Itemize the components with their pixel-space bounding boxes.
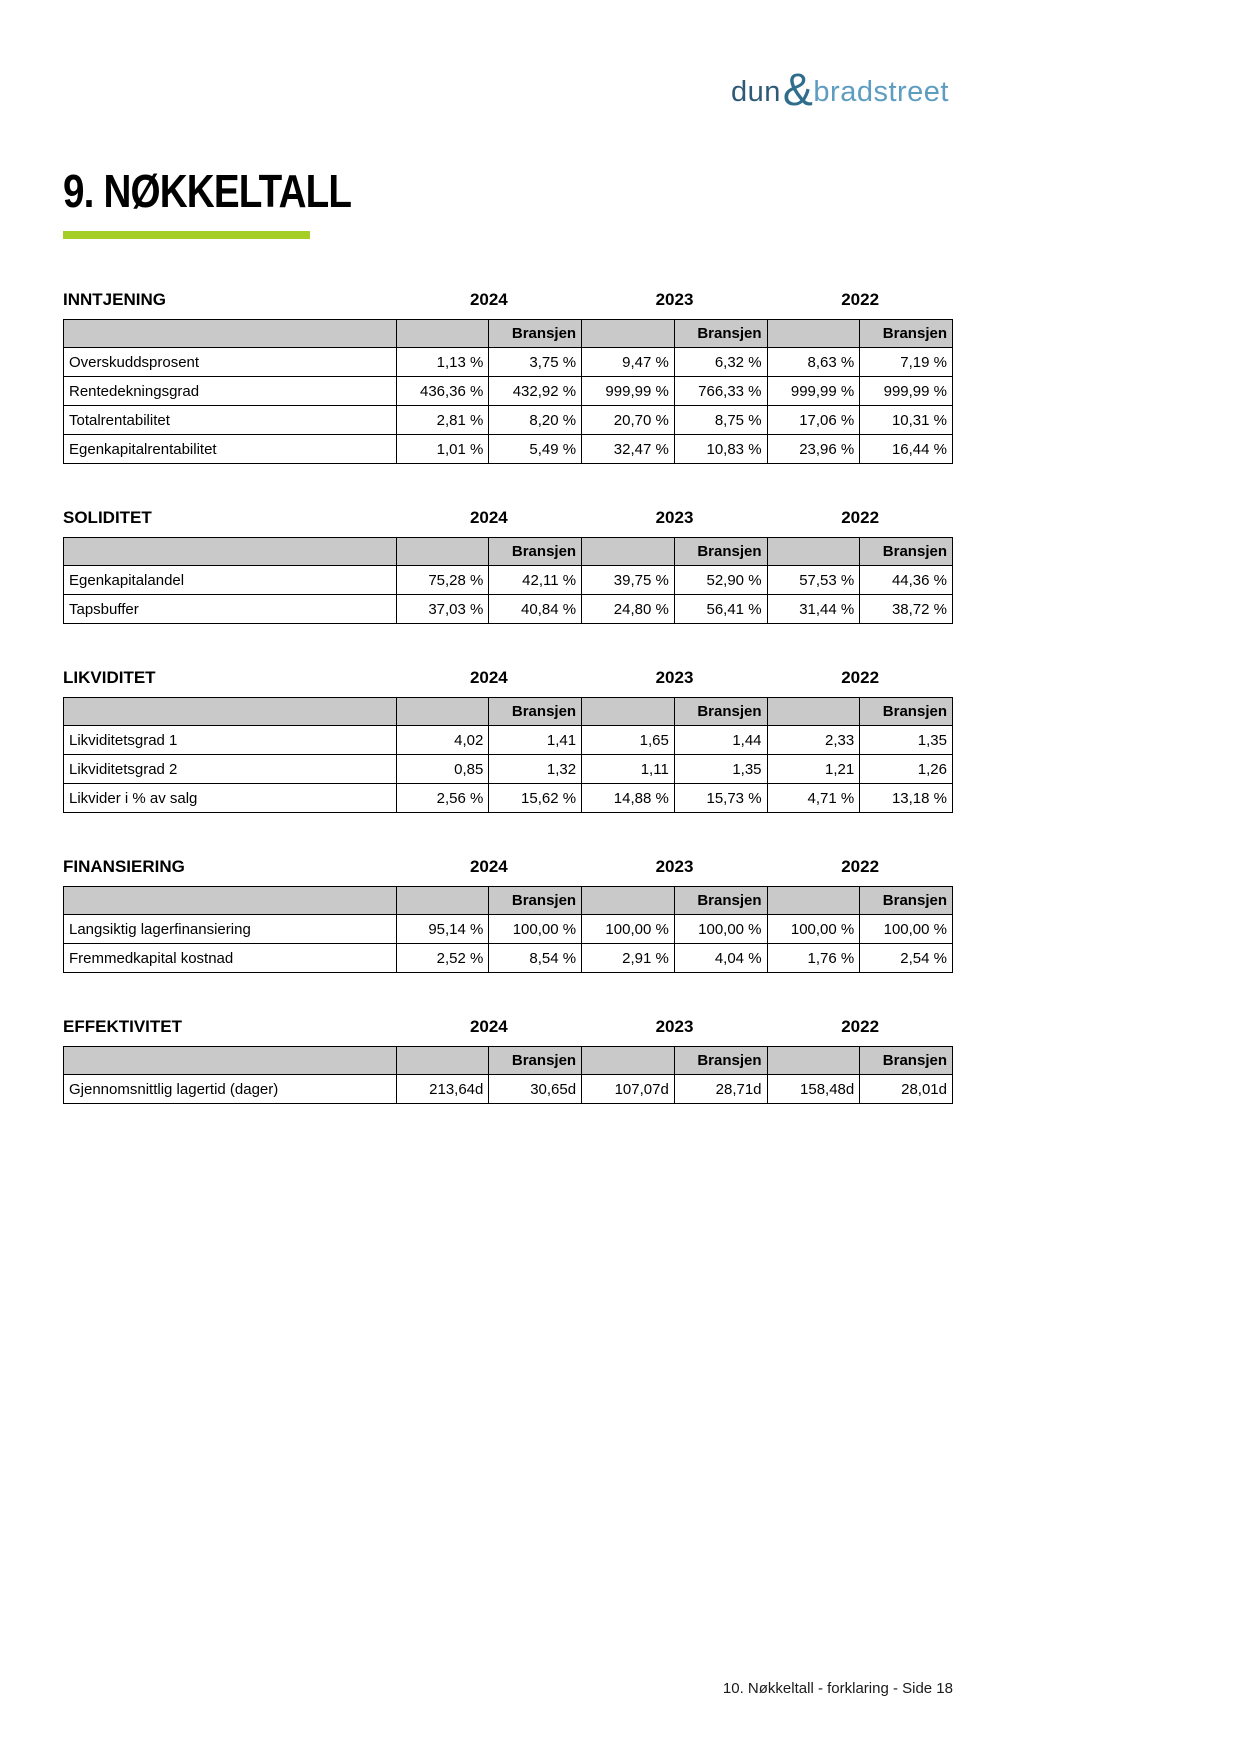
year-label: 2022 bbox=[841, 668, 880, 687]
table-row bbox=[64, 726, 953, 755]
kpi-table bbox=[63, 319, 953, 464]
year-label: 2022 bbox=[841, 290, 880, 309]
header-cell-empty bbox=[582, 320, 675, 348]
value-cell: 16,44 % bbox=[860, 435, 953, 464]
year-label: 2023 bbox=[655, 1017, 694, 1036]
value-cell: 1,35 bbox=[860, 726, 953, 755]
value-cell: 158,48d bbox=[767, 1075, 860, 1104]
value-cell: 1,13 % bbox=[396, 348, 489, 377]
value-cell: 1,26 bbox=[860, 755, 953, 784]
header-cell-empty bbox=[582, 538, 675, 566]
value-cell: 100,00 % bbox=[674, 915, 767, 944]
value-cell: 10,83 % bbox=[674, 435, 767, 464]
year-label: 2024 bbox=[469, 1017, 508, 1036]
header-cell-empty bbox=[396, 698, 489, 726]
value-cell: 999,99 % bbox=[582, 377, 675, 406]
value-cell: 213,64d bbox=[396, 1075, 489, 1104]
header-cell-empty bbox=[396, 320, 489, 348]
value-cell: 1,65 bbox=[582, 726, 675, 755]
value-cell: 1,21 bbox=[767, 755, 860, 784]
value-cell: 8,63 % bbox=[767, 348, 860, 377]
kpi-table-body bbox=[64, 348, 953, 464]
value-cell: 30,65d bbox=[489, 1075, 582, 1104]
row-label: Egenkapitalrentabilitet bbox=[64, 435, 397, 464]
header-cell-empty bbox=[582, 1047, 675, 1075]
row-label: Tapsbuffer bbox=[64, 595, 397, 624]
value-cell: 999,99 % bbox=[860, 377, 953, 406]
bransjen-header: Bransjen bbox=[674, 320, 767, 348]
year-label: 2022 bbox=[841, 1017, 880, 1036]
section-effektivitet bbox=[63, 1017, 953, 1104]
value-cell: 15,62 % bbox=[489, 784, 582, 813]
header-row bbox=[64, 538, 953, 566]
row-label: Totalrentabilitet bbox=[64, 406, 397, 435]
row-label: Likvider i % av salg bbox=[64, 784, 397, 813]
year-label: 2022 bbox=[841, 508, 880, 527]
header-cell-empty bbox=[396, 887, 489, 915]
value-cell: 38,72 % bbox=[860, 595, 953, 624]
value-cell: 24,80 % bbox=[582, 595, 675, 624]
row-label: Likviditetsgrad 2 bbox=[64, 755, 397, 784]
header-cell-empty bbox=[396, 538, 489, 566]
row-label: Fremmedkapital kostnad bbox=[64, 944, 397, 973]
value-cell: 44,36 % bbox=[860, 566, 953, 595]
header-cell-empty bbox=[64, 538, 397, 566]
kpi-table-head bbox=[64, 538, 953, 566]
kpi-table-head bbox=[64, 1047, 953, 1075]
header-cell-empty bbox=[582, 887, 675, 915]
table-row bbox=[64, 377, 953, 406]
row-label: Langsiktig lagerfinansiering bbox=[64, 915, 397, 944]
bransjen-header: Bransjen bbox=[674, 538, 767, 566]
year-label: 2024 bbox=[469, 290, 508, 309]
year-label: 2023 bbox=[655, 290, 694, 309]
value-cell: 17,06 % bbox=[767, 406, 860, 435]
value-cell: 28,71d bbox=[674, 1075, 767, 1104]
value-cell: 1,44 bbox=[674, 726, 767, 755]
value-cell: 32,47 % bbox=[582, 435, 675, 464]
value-cell: 2,91 % bbox=[582, 944, 675, 973]
value-cell: 1,11 bbox=[582, 755, 675, 784]
value-cell: 0,85 bbox=[396, 755, 489, 784]
value-cell: 57,53 % bbox=[767, 566, 860, 595]
bransjen-header: Bransjen bbox=[489, 538, 582, 566]
sections bbox=[63, 290, 953, 1104]
value-cell: 4,02 bbox=[396, 726, 489, 755]
section-header bbox=[63, 857, 953, 877]
section-header bbox=[63, 1017, 953, 1037]
bransjen-header: Bransjen bbox=[489, 1047, 582, 1075]
logo-text-bradstreet: bradstreet bbox=[813, 76, 949, 108]
kpi-table bbox=[63, 697, 953, 813]
year-label: 2022 bbox=[841, 857, 880, 876]
value-cell: 42,11 % bbox=[489, 566, 582, 595]
year-label: 2024 bbox=[469, 508, 508, 527]
bransjen-header: Bransjen bbox=[860, 538, 953, 566]
value-cell: 8,54 % bbox=[489, 944, 582, 973]
table-row bbox=[64, 755, 953, 784]
value-cell: 4,04 % bbox=[674, 944, 767, 973]
section-header bbox=[63, 290, 953, 310]
section-likviditet bbox=[63, 668, 953, 813]
value-cell: 13,18 % bbox=[860, 784, 953, 813]
dun-bradstreet-logo bbox=[731, 64, 949, 115]
kpi-table bbox=[63, 1046, 953, 1104]
value-cell: 4,71 % bbox=[767, 784, 860, 813]
kpi-table-head bbox=[64, 887, 953, 915]
header-row bbox=[64, 320, 953, 348]
value-cell: 2,33 bbox=[767, 726, 860, 755]
value-cell: 20,70 % bbox=[582, 406, 675, 435]
header-cell-empty bbox=[396, 1047, 489, 1075]
value-cell: 75,28 % bbox=[396, 566, 489, 595]
value-cell: 14,88 % bbox=[582, 784, 675, 813]
year-label: 2023 bbox=[655, 508, 694, 527]
header-cell-empty bbox=[64, 320, 397, 348]
table-row bbox=[64, 435, 953, 464]
value-cell: 15,73 % bbox=[674, 784, 767, 813]
page-content bbox=[63, 0, 953, 1754]
header-cell-empty bbox=[767, 1047, 860, 1075]
kpi-table-body bbox=[64, 566, 953, 624]
section-inntjening bbox=[63, 290, 953, 464]
value-cell: 2,54 % bbox=[860, 944, 953, 973]
value-cell: 432,92 % bbox=[489, 377, 582, 406]
value-cell: 56,41 % bbox=[674, 595, 767, 624]
value-cell: 436,36 % bbox=[396, 377, 489, 406]
bransjen-header: Bransjen bbox=[860, 698, 953, 726]
bransjen-header: Bransjen bbox=[860, 320, 953, 348]
table-row bbox=[64, 348, 953, 377]
value-cell: 1,76 % bbox=[767, 944, 860, 973]
table-row bbox=[64, 566, 953, 595]
header-cell-empty bbox=[767, 887, 860, 915]
header-cell-empty bbox=[767, 538, 860, 566]
table-row bbox=[64, 1075, 953, 1104]
row-label: Egenkapitalandel bbox=[64, 566, 397, 595]
section-title: EFFEKTIVITET bbox=[63, 1017, 182, 1036]
value-cell: 1,32 bbox=[489, 755, 582, 784]
value-cell: 37,03 % bbox=[396, 595, 489, 624]
value-cell: 9,47 % bbox=[582, 348, 675, 377]
header-cell-empty bbox=[767, 320, 860, 348]
section-title: FINANSIERING bbox=[63, 857, 185, 876]
section-finansiering bbox=[63, 857, 953, 973]
value-cell: 2,56 % bbox=[396, 784, 489, 813]
bransjen-header: Bransjen bbox=[489, 320, 582, 348]
value-cell: 3,75 % bbox=[489, 348, 582, 377]
header-cell-empty bbox=[767, 698, 860, 726]
year-label: 2024 bbox=[469, 857, 508, 876]
value-cell: 766,33 % bbox=[674, 377, 767, 406]
table-row bbox=[64, 915, 953, 944]
section-title: INNTJENING bbox=[63, 290, 166, 309]
value-cell: 100,00 % bbox=[489, 915, 582, 944]
value-cell: 5,49 % bbox=[489, 435, 582, 464]
kpi-table-body bbox=[64, 726, 953, 813]
header-cell-empty bbox=[582, 698, 675, 726]
kpi-table bbox=[63, 886, 953, 973]
value-cell: 7,19 % bbox=[860, 348, 953, 377]
header-cell-empty bbox=[64, 1047, 397, 1075]
year-label: 2023 bbox=[655, 668, 694, 687]
value-cell: 107,07d bbox=[582, 1075, 675, 1104]
bransjen-header: Bransjen bbox=[674, 887, 767, 915]
row-label: Rentedekningsgrad bbox=[64, 377, 397, 406]
year-label: 2023 bbox=[655, 857, 694, 876]
value-cell: 40,84 % bbox=[489, 595, 582, 624]
kpi-table bbox=[63, 537, 953, 624]
section-header bbox=[63, 668, 953, 688]
section-header bbox=[63, 508, 953, 528]
value-cell: 8,20 % bbox=[489, 406, 582, 435]
bransjen-header: Bransjen bbox=[489, 698, 582, 726]
value-cell: 2,52 % bbox=[396, 944, 489, 973]
row-label: Overskuddsprosent bbox=[64, 348, 397, 377]
section-soliditet bbox=[63, 508, 953, 624]
value-cell: 2,81 % bbox=[396, 406, 489, 435]
header-row bbox=[64, 1047, 953, 1075]
page-title-text: 9. NØKKELTALL bbox=[63, 165, 352, 217]
value-cell: 10,31 % bbox=[860, 406, 953, 435]
bransjen-header: Bransjen bbox=[860, 1047, 953, 1075]
value-cell: 31,44 % bbox=[767, 595, 860, 624]
logo-text-dun: dun bbox=[731, 76, 781, 108]
value-cell: 1,41 bbox=[489, 726, 582, 755]
row-label: Likviditetsgrad 1 bbox=[64, 726, 397, 755]
value-cell: 1,01 % bbox=[396, 435, 489, 464]
table-row bbox=[64, 406, 953, 435]
bransjen-header: Bransjen bbox=[674, 1047, 767, 1075]
bransjen-header: Bransjen bbox=[860, 887, 953, 915]
value-cell: 1,35 bbox=[674, 755, 767, 784]
value-cell: 6,32 % bbox=[674, 348, 767, 377]
table-row bbox=[64, 784, 953, 813]
value-cell: 8,75 % bbox=[674, 406, 767, 435]
section-title: SOLIDITET bbox=[63, 508, 152, 527]
value-cell: 23,96 % bbox=[767, 435, 860, 464]
value-cell: 95,14 % bbox=[396, 915, 489, 944]
header-cell-empty bbox=[64, 887, 397, 915]
header-row bbox=[64, 887, 953, 915]
value-cell: 999,99 % bbox=[767, 377, 860, 406]
header-row bbox=[64, 698, 953, 726]
value-cell: 100,00 % bbox=[860, 915, 953, 944]
section-title: LIKVIDITET bbox=[63, 668, 156, 687]
value-cell: 100,00 % bbox=[767, 915, 860, 944]
value-cell: 39,75 % bbox=[582, 566, 675, 595]
logo-ampersand-icon: & bbox=[782, 64, 814, 115]
value-cell: 52,90 % bbox=[674, 566, 767, 595]
header-cell-empty bbox=[64, 698, 397, 726]
table-row bbox=[64, 595, 953, 624]
value-cell: 100,00 % bbox=[582, 915, 675, 944]
year-label: 2024 bbox=[469, 668, 508, 687]
kpi-table-head bbox=[64, 320, 953, 348]
bransjen-header: Bransjen bbox=[489, 887, 582, 915]
kpi-table-head bbox=[64, 698, 953, 726]
title-accent-bar bbox=[63, 231, 310, 239]
kpi-table-body bbox=[64, 915, 953, 973]
kpi-table-body bbox=[64, 1075, 953, 1104]
row-label: Gjennomsnittlig lagertid (dager) bbox=[64, 1075, 397, 1104]
table-row bbox=[64, 944, 953, 973]
bransjen-header: Bransjen bbox=[674, 698, 767, 726]
value-cell: 28,01d bbox=[860, 1075, 953, 1104]
page-footer: 10. Nøkkeltall - forklaring - Side 18 bbox=[722, 1680, 953, 1697]
